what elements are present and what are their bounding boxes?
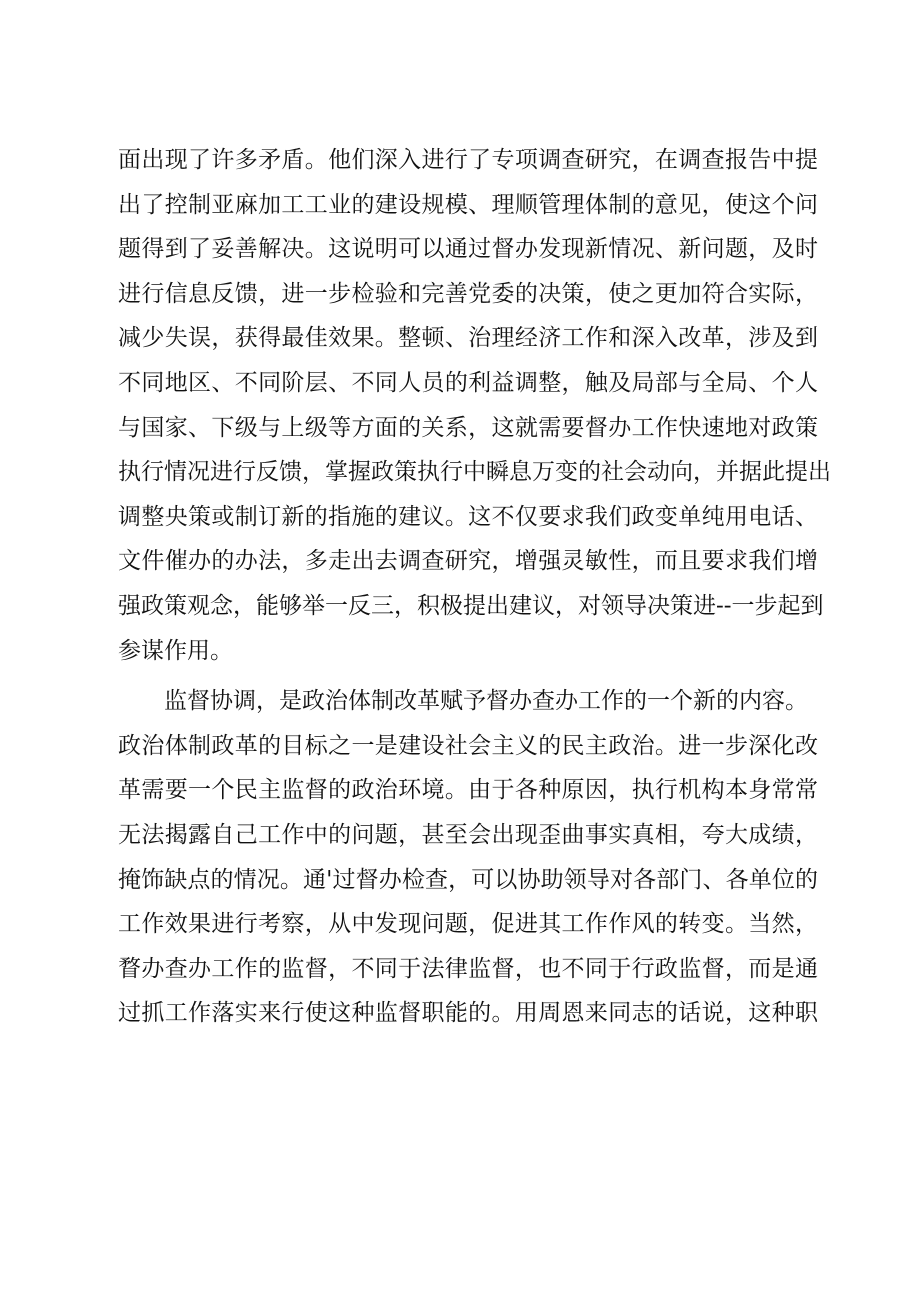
text-line: 革需要一个民主监督的政治环境。由于各种原因，执行机构本身常常 xyxy=(118,777,818,804)
text-line: 进行信息反馈，进一步检验和完善党委的决策，使之更加符合实际， xyxy=(118,280,818,307)
text-line: 参谋作用。 xyxy=(118,637,233,664)
text-line: 题得到了妥善解决。这说明可以通过督办发现新情况、新问题，及时 xyxy=(118,236,818,263)
paragraph-1 xyxy=(118,138,831,673)
text-line: 减少失误，获得最佳效果。整顿、治理经济工作和深入改革，涉及到 xyxy=(118,325,818,352)
text-line: 执行情况进行反馈，掌握政策执行中瞬息万变的社会动向，并据此提出 xyxy=(118,459,831,486)
text-line: 与国家、下级与上级等方面的关系，这就需要督办工作快速地对政策 xyxy=(118,414,818,441)
text-line: 不同地区、不同阶层、不同人员的利益调整，触及局部与全局、个人 xyxy=(118,369,818,396)
document-body xyxy=(118,138,831,1036)
text-line: 调整央策或制订新的指施的建议。这不仅要求我们政变单纯用电话、 xyxy=(118,503,818,530)
text-line: 监督协调，是政治体制改革赋予督办查办工作的一个新的内容。 xyxy=(164,688,808,715)
paragraph-2 xyxy=(118,679,818,1036)
text-line: 面出现了许多矛盾。他们深入进行了专项调查研究，在调查报告中提 xyxy=(118,147,818,173)
text-line: 强政策观念，能够举一反三，积极提出建议，对领导决策进--一步起到 xyxy=(118,592,824,619)
text-line: 瞀办查办工作的监督，不同于法律监督，也不同于行政监督，而是通 xyxy=(118,955,818,982)
text-line: 文件催办的办法，多走出去调查研究，增强灵敏性，而且要求我们增 xyxy=(118,548,818,575)
text-line: 工作效果进行考察，从中发现问题，促进其工作作风的转变。当然， xyxy=(118,911,818,938)
text-line: 政治体制政革的目标之一是建设社会主义的民主政治。进一步深化改 xyxy=(118,732,818,759)
text-line: 过抓工作落实来行使这种监督职能的。用周恩来同志的话说，这种职 xyxy=(118,1000,818,1027)
text-line: 无法揭露自己工作中的问题，甚至会出现歪曲事实真相，夸大成绩， xyxy=(118,821,818,848)
text-line: 掩饰缺点的情况。通'过督办检查，可以协助领导对各部门、各单位的 xyxy=(118,866,818,893)
text-line: 出了控制亚麻加工工业的建设规模、理顺管理体制的意见，使这个问 xyxy=(118,191,818,218)
